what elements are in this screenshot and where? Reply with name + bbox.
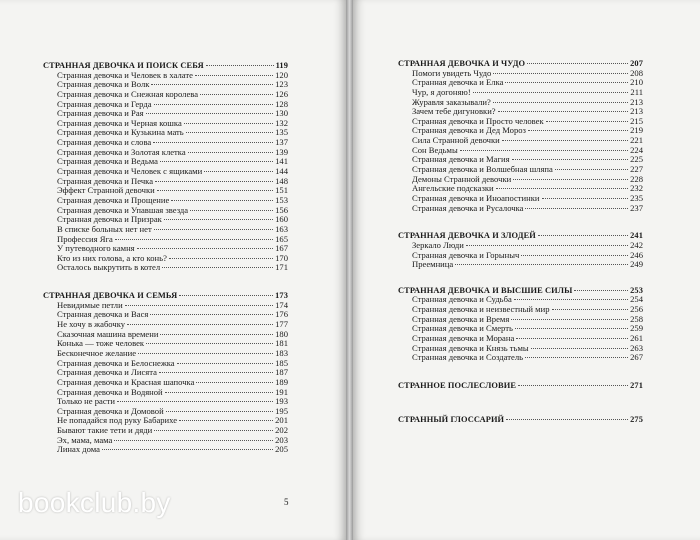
entry-page: 232 bbox=[630, 183, 643, 194]
dot-leader bbox=[525, 208, 628, 209]
entry-page: 156 bbox=[275, 204, 288, 215]
dot-leader bbox=[511, 319, 628, 320]
entry-page: 267 bbox=[630, 352, 643, 363]
dot-leader bbox=[146, 113, 274, 114]
dot-leader bbox=[460, 150, 628, 151]
dot-leader bbox=[117, 401, 273, 402]
dot-leader bbox=[528, 130, 628, 131]
entry-title: Кто из них голова, а кто конь? bbox=[57, 252, 167, 263]
dot-leader bbox=[195, 75, 273, 76]
entry-title: Странная девочка и Рая bbox=[57, 108, 144, 119]
dot-leader bbox=[505, 82, 628, 83]
dot-leader bbox=[455, 264, 628, 265]
entry-page: 171 bbox=[275, 262, 288, 273]
entry-title: Странная девочка и Создатель bbox=[412, 352, 524, 363]
entry-page: 202 bbox=[275, 425, 288, 436]
left-toc bbox=[43, 61, 288, 465]
entry-page: 165 bbox=[275, 233, 288, 244]
entry-title: В списке больных нет нет bbox=[57, 223, 152, 234]
entry-page: 148 bbox=[275, 175, 288, 186]
dot-leader bbox=[531, 348, 628, 349]
entry-page: 183 bbox=[275, 347, 288, 358]
dot-leader bbox=[164, 219, 273, 220]
entry-page: 163 bbox=[275, 223, 288, 234]
dot-leader bbox=[115, 239, 273, 240]
entry-page: 123 bbox=[275, 79, 288, 90]
dot-leader bbox=[138, 353, 273, 354]
dot-leader bbox=[527, 63, 628, 64]
toc-entry bbox=[398, 353, 643, 363]
dot-leader bbox=[190, 210, 273, 211]
dot-leader bbox=[516, 338, 628, 339]
entry-title: Странная девочка и Прощение bbox=[57, 194, 170, 205]
entry-page: 191 bbox=[275, 386, 288, 397]
entry-page: 221 bbox=[630, 135, 643, 146]
entry-page: 235 bbox=[630, 192, 643, 203]
entry-title: Странная девочка и Водяной bbox=[57, 386, 163, 397]
section-page: 173 bbox=[275, 291, 288, 301]
entry-title: Странная девочка и Ведьма bbox=[57, 156, 158, 167]
dot-leader bbox=[166, 411, 273, 412]
entry-page: 141 bbox=[275, 156, 288, 167]
entry-page: 261 bbox=[630, 333, 643, 344]
dot-leader bbox=[160, 161, 273, 162]
entry-title: Странная девочка и Белоснежка bbox=[57, 357, 175, 368]
entry-page: 139 bbox=[275, 146, 288, 157]
dot-leader bbox=[179, 420, 273, 421]
entry-title: Странная девочка и Герда bbox=[57, 98, 152, 109]
entry-page: 249 bbox=[630, 259, 643, 270]
dot-leader bbox=[150, 314, 273, 315]
dot-leader bbox=[512, 159, 629, 160]
entry-title: Странная девочка и Призрак bbox=[57, 214, 162, 225]
dot-leader bbox=[552, 309, 629, 310]
entry-title: Странная девочка и Магия bbox=[412, 154, 510, 165]
entry-title: Странная девочка и неизвестный мир bbox=[412, 304, 550, 315]
entry-page: 259 bbox=[630, 323, 643, 334]
entry-title: Странная девочка и Судьба bbox=[412, 294, 512, 305]
entry-page: 208 bbox=[630, 67, 643, 78]
entry-title: Странная девочка и Домовой bbox=[57, 405, 164, 416]
entry-title: Ангельские подсказки bbox=[412, 183, 494, 194]
entry-title: Демоны Странной девочки bbox=[412, 173, 512, 184]
entry-page: 187 bbox=[275, 367, 288, 378]
entry-title: Чур, я догоняю! bbox=[412, 86, 471, 97]
dot-leader bbox=[555, 169, 628, 170]
section-title: СТРАННАЯ ДЕВОЧКА И ЧУДО bbox=[398, 59, 526, 68]
toc-section-heading bbox=[398, 381, 643, 391]
dot-leader bbox=[206, 65, 274, 66]
entry-page: 135 bbox=[275, 127, 288, 138]
dot-leader bbox=[137, 248, 273, 249]
page-number: 5 bbox=[284, 497, 289, 507]
dot-leader bbox=[154, 104, 274, 105]
toc-section bbox=[398, 381, 643, 391]
entry-title: Странная девочка и Волшебная шляпа bbox=[412, 164, 553, 175]
dot-leader bbox=[153, 142, 273, 143]
entry-page: 160 bbox=[275, 214, 288, 225]
entry-title: Журавля заказывали? bbox=[412, 96, 491, 107]
entry-title: Странная девочка и Просто человек bbox=[412, 115, 544, 126]
entry-page: 263 bbox=[630, 342, 643, 353]
watermark: bookclub.by bbox=[18, 487, 171, 518]
entry-title: Линах дома bbox=[57, 444, 100, 455]
entry-title: Зачем тебе дигуновки? bbox=[412, 106, 496, 117]
toc-section bbox=[398, 286, 643, 363]
dot-leader bbox=[177, 363, 273, 364]
entry-page: 174 bbox=[275, 299, 288, 310]
dot-leader bbox=[574, 290, 628, 291]
toc-entry bbox=[398, 260, 643, 270]
dot-leader bbox=[159, 372, 273, 373]
entry-page: 258 bbox=[630, 313, 643, 324]
entry-page: 181 bbox=[275, 338, 288, 349]
entry-page: 151 bbox=[275, 185, 288, 196]
entry-page: 195 bbox=[275, 405, 288, 416]
dot-leader bbox=[513, 179, 628, 180]
toc-section-heading bbox=[398, 415, 643, 425]
entry-title: Странная девочка и Лисята bbox=[57, 367, 157, 378]
dot-leader bbox=[165, 392, 273, 393]
entry-title: Странная девочка и Иноапостинки bbox=[412, 192, 540, 203]
entry-page: 213 bbox=[630, 96, 643, 107]
dot-leader bbox=[186, 132, 273, 133]
entry-page: 132 bbox=[275, 117, 288, 128]
entry-page: 228 bbox=[630, 173, 643, 184]
entry-page: 167 bbox=[275, 243, 288, 254]
entry-title: Странная девочка и Человек в халате bbox=[57, 69, 193, 80]
section-title: СТРАННАЯ ДЕВОЧКА И ВЫСШИЕ СИЛЫ bbox=[398, 285, 573, 295]
entry-title: Бесконечное желание bbox=[57, 347, 137, 358]
entry-title: Не хочу в жабочку bbox=[57, 319, 126, 330]
entry-page: 213 bbox=[630, 106, 643, 117]
dot-leader bbox=[171, 200, 273, 201]
entry-title: Зеркало Люди bbox=[412, 239, 464, 250]
entry-page: 256 bbox=[630, 304, 643, 315]
entry-title: У путеводного камня bbox=[57, 243, 135, 254]
entry-title: Только не расти bbox=[57, 396, 116, 407]
entry-page: 153 bbox=[275, 194, 288, 205]
entry-title: Странная девочка и Вася bbox=[57, 309, 149, 320]
dot-leader bbox=[200, 94, 273, 95]
entry-page: 203 bbox=[275, 434, 288, 445]
dot-leader bbox=[196, 382, 273, 383]
dot-leader bbox=[125, 305, 273, 306]
entry-page: 144 bbox=[275, 166, 288, 177]
section-page: 241 bbox=[630, 231, 643, 241]
entry-title: Странная девочка и Золотая клетка bbox=[57, 146, 186, 157]
dot-leader bbox=[179, 295, 273, 296]
dot-leader bbox=[506, 419, 628, 420]
entry-page: 224 bbox=[630, 144, 643, 155]
entry-title: Сказочная машина времени bbox=[57, 328, 159, 339]
section-title: СТРАННЫЙ ГЛОССАРИЙ bbox=[398, 414, 505, 424]
entry-title: Сон Ведьмы bbox=[412, 144, 458, 155]
dot-leader bbox=[184, 123, 273, 124]
entry-title: Эх, мама, мама bbox=[57, 434, 113, 445]
dot-leader bbox=[154, 430, 273, 431]
dot-leader bbox=[498, 111, 628, 112]
toc-section bbox=[398, 231, 643, 270]
toc-entry bbox=[398, 204, 643, 214]
entry-title: Невидимые петли bbox=[57, 299, 123, 310]
entry-title: Эффект Странной девочки bbox=[57, 185, 155, 196]
section-title: СТРАННОЕ ПОСЛЕСЛОВИЕ bbox=[398, 380, 517, 390]
toc-section bbox=[43, 291, 288, 455]
dot-leader bbox=[473, 92, 629, 93]
dot-leader bbox=[493, 73, 628, 74]
entry-page: 211 bbox=[630, 86, 643, 97]
entry-title: Странная девочка и Князь тьмы bbox=[412, 342, 529, 353]
entry-title: Не попадайся под руку Бабарихе bbox=[57, 415, 178, 426]
entry-page: 205 bbox=[275, 444, 288, 455]
section-page: 271 bbox=[630, 380, 643, 390]
entry-page: 120 bbox=[275, 69, 288, 80]
entry-page: 189 bbox=[275, 376, 288, 387]
entry-title: Странная девочка и Горыныч bbox=[412, 249, 520, 260]
entry-title: Странная девочка и Красная шапочка bbox=[57, 376, 195, 387]
section-page: 275 bbox=[630, 414, 643, 424]
entry-title: Странная девочка и Кузькина мать bbox=[57, 127, 184, 138]
dot-leader bbox=[204, 171, 273, 172]
entry-title: Странная девочка и Смерть bbox=[412, 323, 513, 334]
section-page: 119 bbox=[275, 61, 288, 70]
entry-title: Странная девочка и Печка bbox=[57, 175, 154, 186]
entry-page: 246 bbox=[630, 249, 643, 260]
dot-leader bbox=[521, 255, 628, 256]
entry-page: 227 bbox=[630, 164, 643, 175]
toc-entry bbox=[43, 445, 288, 455]
entry-title: Сила Странной девочки bbox=[412, 135, 500, 146]
entry-page: 254 bbox=[630, 294, 643, 305]
entry-title: Помоги увидеть Чудо bbox=[412, 67, 492, 78]
entry-page: 126 bbox=[275, 88, 288, 99]
dot-leader bbox=[518, 385, 628, 386]
dot-leader bbox=[514, 299, 628, 300]
entry-title: Профессия Яга bbox=[57, 233, 113, 244]
entry-title: Странная девочка и Время bbox=[412, 313, 510, 324]
entry-page: 219 bbox=[630, 125, 643, 136]
entry-title: Странная девочка и Черная кошка bbox=[57, 117, 182, 128]
entry-title: Странная девочка и Дед Мороз bbox=[412, 125, 526, 136]
entry-page: 185 bbox=[275, 357, 288, 368]
entry-title: Конька — тоже человек bbox=[57, 338, 145, 349]
dot-leader bbox=[127, 324, 273, 325]
right-page bbox=[353, 0, 700, 540]
entry-page: 215 bbox=[630, 115, 643, 126]
entry-title: Бывают такие тети и дяди bbox=[57, 425, 153, 436]
dot-leader bbox=[466, 245, 628, 246]
entry-title: Странная девочка и Волк bbox=[57, 79, 150, 90]
dot-leader bbox=[542, 198, 629, 199]
entry-title: Странная девочка и слова bbox=[57, 137, 152, 148]
entry-title: Странная девочка и Елка bbox=[412, 77, 504, 88]
right-toc bbox=[398, 59, 643, 434]
dot-leader bbox=[546, 121, 628, 122]
entry-page: 242 bbox=[630, 239, 643, 250]
entry-page: 130 bbox=[275, 108, 288, 119]
dot-leader bbox=[493, 102, 628, 103]
dot-leader bbox=[160, 334, 273, 335]
dot-leader bbox=[188, 152, 273, 153]
dot-leader bbox=[538, 235, 628, 236]
entry-page: 225 bbox=[630, 154, 643, 165]
dot-leader bbox=[146, 343, 273, 344]
entry-page: 180 bbox=[275, 328, 288, 339]
section-title: СТРАННАЯ ДЕВОЧКА И СЕМЬЯ bbox=[43, 291, 178, 301]
toc-section bbox=[43, 61, 288, 273]
entry-page: 137 bbox=[275, 137, 288, 148]
dot-leader bbox=[151, 84, 273, 85]
toc-section bbox=[398, 59, 643, 213]
entry-title: Преемница bbox=[412, 259, 454, 270]
dot-leader bbox=[155, 181, 273, 182]
dot-leader bbox=[157, 190, 273, 191]
section-title: СТРАННАЯ ДЕВОЧКА И ЗЛОДЕЙ bbox=[398, 231, 536, 241]
section-page: 207 bbox=[630, 59, 643, 68]
entry-page: 128 bbox=[275, 98, 288, 109]
entry-page: 170 bbox=[275, 252, 288, 263]
entry-title: Осталось выкрутить в котел bbox=[57, 262, 161, 273]
entry-page: 193 bbox=[275, 396, 288, 407]
entry-page: 177 bbox=[275, 319, 288, 330]
dot-leader bbox=[114, 440, 273, 441]
entry-page: 201 bbox=[275, 415, 288, 426]
dot-leader bbox=[102, 449, 273, 450]
dot-leader bbox=[515, 328, 628, 329]
section-title: СТРАННАЯ ДЕВОЧКА И ПОИСК СЕБЯ bbox=[43, 61, 204, 70]
dot-leader bbox=[496, 188, 628, 189]
entry-title: Странная девочка и Снежная королева bbox=[57, 88, 199, 99]
entry-page: 237 bbox=[630, 202, 643, 213]
entry-page: 176 bbox=[275, 309, 288, 320]
dot-leader bbox=[162, 267, 273, 268]
entry-title: Странная девочка и Русалочка bbox=[412, 202, 524, 213]
dot-leader bbox=[502, 140, 628, 141]
entry-title: Странная девочка и Человек с ящиками bbox=[57, 166, 203, 177]
entry-page: 210 bbox=[630, 77, 643, 88]
toc-section bbox=[398, 415, 643, 425]
entry-title: Странная девочка и Морана bbox=[412, 333, 515, 344]
dot-leader bbox=[169, 258, 273, 259]
dot-leader bbox=[154, 229, 273, 230]
section-page: 253 bbox=[630, 285, 643, 295]
dot-leader bbox=[525, 357, 628, 358]
toc-entry bbox=[43, 263, 288, 273]
left-page bbox=[0, 0, 346, 540]
entry-title: Странная девочка и Упавшая звезда bbox=[57, 204, 189, 215]
book-gutter bbox=[346, 0, 353, 540]
